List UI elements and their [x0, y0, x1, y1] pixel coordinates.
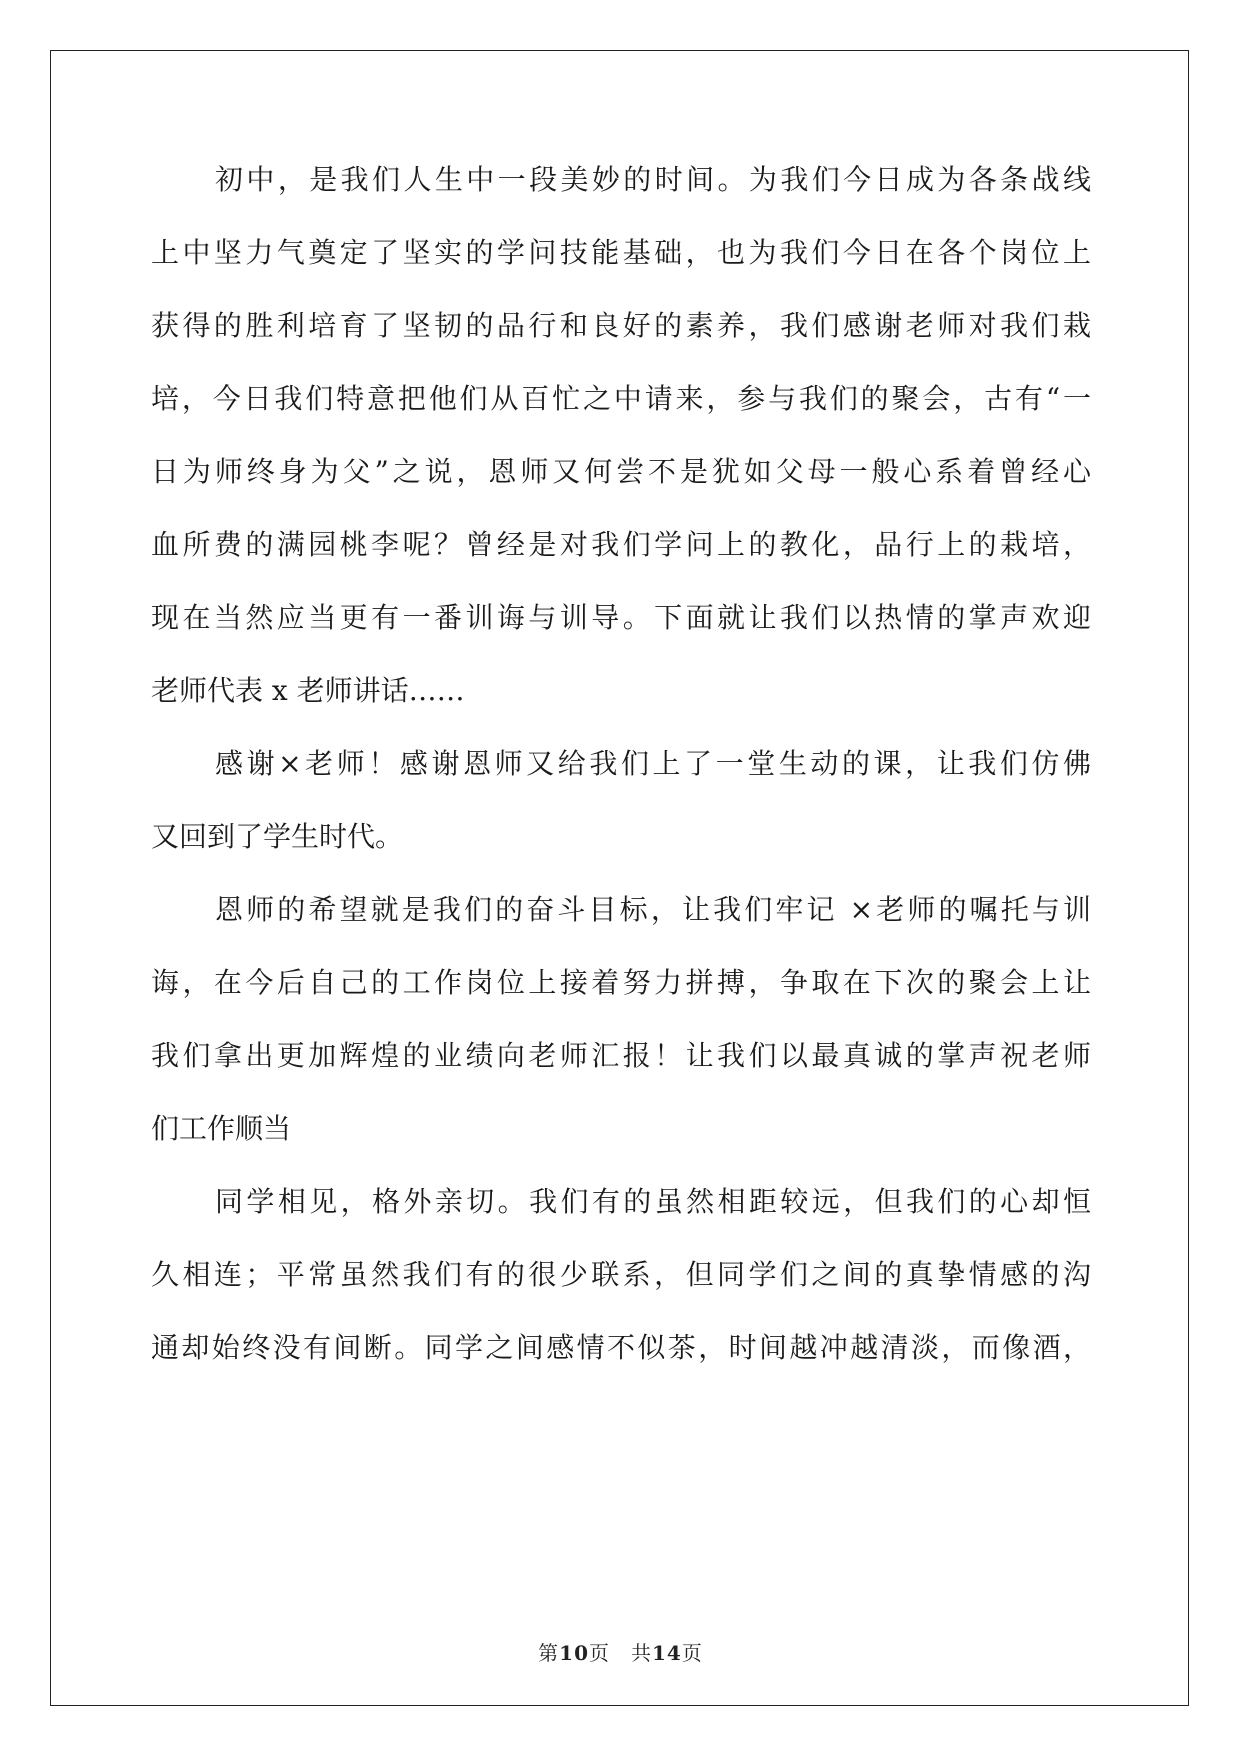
- text-line: 久相连；平常虽然我们有的很少联系，但同学们之间的真挚情感的沟: [151, 1258, 1091, 1291]
- text-line: 诲，在今后自己的工作岗位上接着努力拼搏，争取在下次的聚会上让: [151, 966, 1091, 999]
- text-line: 又回到了学生时代。: [151, 820, 404, 853]
- text-line: 日为师终身为父”之说，恩师又何尝不是犹如父母一般心系着曾经心: [151, 455, 1091, 488]
- footer-total-pages: 14: [652, 1641, 682, 1665]
- footer-suffix: 页: [681, 1641, 703, 1665]
- text-line: 初中，是我们人生中一段美妙的时间。为我们今日成为各条战线: [215, 163, 1091, 196]
- text-line: 通却始终没有间断。同学之间感情不似茶，时间越冲越清淡，而像酒，: [151, 1331, 1091, 1364]
- text-line: 培，今日我们特意把他们从百忙之中请来，参与我们的聚会，古有“一: [151, 382, 1091, 415]
- text-line: 我们拿出更加辉煌的业绩向老师汇报！让我们以最真诚的掌声祝老师: [151, 1039, 1091, 1072]
- text-line: 老师代表 x 老师讲话……: [151, 674, 465, 707]
- footer-middle: 页 共: [589, 1641, 652, 1665]
- text-line: 恩师的希望就是我们的奋斗目标，让我们牢记 ×老师的嘱托与训: [215, 893, 1091, 926]
- page-border: [50, 50, 1189, 1706]
- text-line: 同学相见，格外亲切。我们有的虽然相距较远，但我们的心却恒: [215, 1185, 1091, 1218]
- text-line: 现在当然应当更有一番训诲与训导。下面就让我们以热情的掌声欢迎: [151, 601, 1091, 634]
- footer-page-number: 10: [559, 1641, 589, 1665]
- text-line: 上中坚力气奠定了坚实的学问技能基础，也为我们今日在各个岗位上: [151, 236, 1091, 269]
- text-line: 血所费的满园桃李呢？曾经是对我们学问上的教化，品行上的栽培，: [151, 528, 1091, 561]
- text-line: 感谢×老师！感谢恩师又给我们上了一堂生动的课，让我们仿佛: [215, 747, 1091, 780]
- text-line: 获得的胜利培育了坚韧的品行和良好的素养，我们感谢老师对我们栽: [151, 309, 1091, 342]
- footer-prefix: 第: [538, 1641, 560, 1665]
- page-footer: [0, 1637, 1241, 1666]
- text-line: 们工作顺当: [151, 1112, 292, 1145]
